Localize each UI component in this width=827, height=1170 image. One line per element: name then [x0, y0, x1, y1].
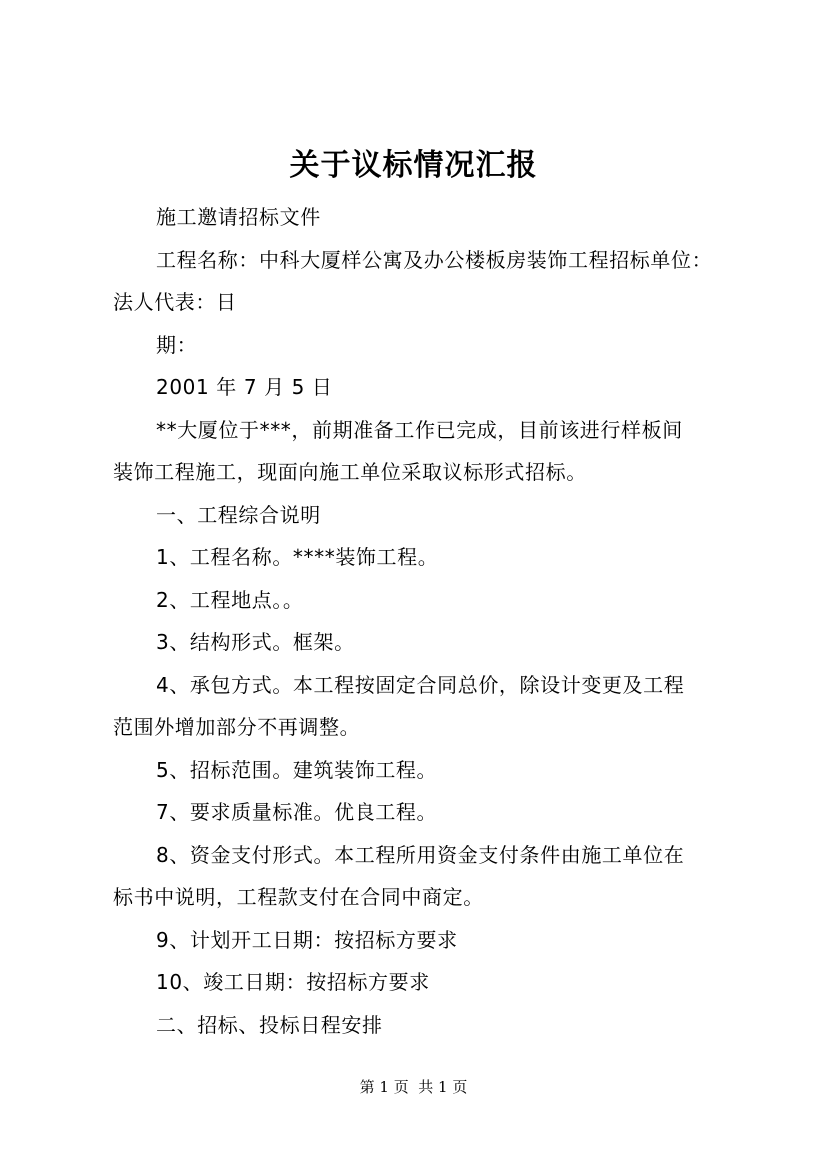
paragraph-line: 期： [156, 332, 198, 357]
list-item: 10、竣工日期：按招标方要求 [156, 970, 430, 994]
list-item: 1、工程名称。****装饰工程。 [156, 545, 439, 569]
paragraph-line: 装饰工程施工，现面向施工单位采取议标形式招标。 [113, 460, 587, 484]
paragraph-line: 法人代表：日 [113, 290, 237, 314]
paragraph-line: 施工邀请招标文件 [156, 205, 321, 229]
paragraph-line: 2001 年 7 月 5 日 [156, 375, 333, 399]
list-item-continuation: 范围外增加部分不再调整。 [113, 715, 361, 739]
list-item: 3、结构形式。框架。 [156, 630, 355, 654]
list-item: 4、承包方式。本工程按固定合同总价，除设计变更及工程 [156, 672, 685, 697]
paragraph-line: **大厦位于***，前期准备工作已完成，目前该进行样板间 [156, 417, 683, 442]
list-item: 2、工程地点。。 [156, 587, 304, 612]
list-item: 5、招标范围。建筑装饰工程。 [156, 757, 438, 782]
paragraph-line: 工程名称：中科大厦样公寓及办公楼板房装饰工程招标单位： [156, 247, 713, 272]
section-heading: 二、招标、投标日程安排 [156, 1012, 383, 1037]
list-item: 9、计划开工日期：按招标方要求 [156, 927, 458, 952]
list-item-continuation: 标书中说明，工程款支付在合同中商定。 [113, 885, 484, 909]
list-item: 7、要求质量标准。优良工程。 [156, 800, 438, 824]
list-item: 8、资金支付形式。本工程所用资金支付条件由施工单位在 [156, 842, 685, 867]
section-heading: 一、工程综合说明 [156, 502, 321, 527]
document-body [113, 196, 725, 1046]
document-title: 关于议标情况汇报 [289, 148, 538, 183]
page-footer: 第 1 页 共 1 页 [359, 1078, 468, 1096]
